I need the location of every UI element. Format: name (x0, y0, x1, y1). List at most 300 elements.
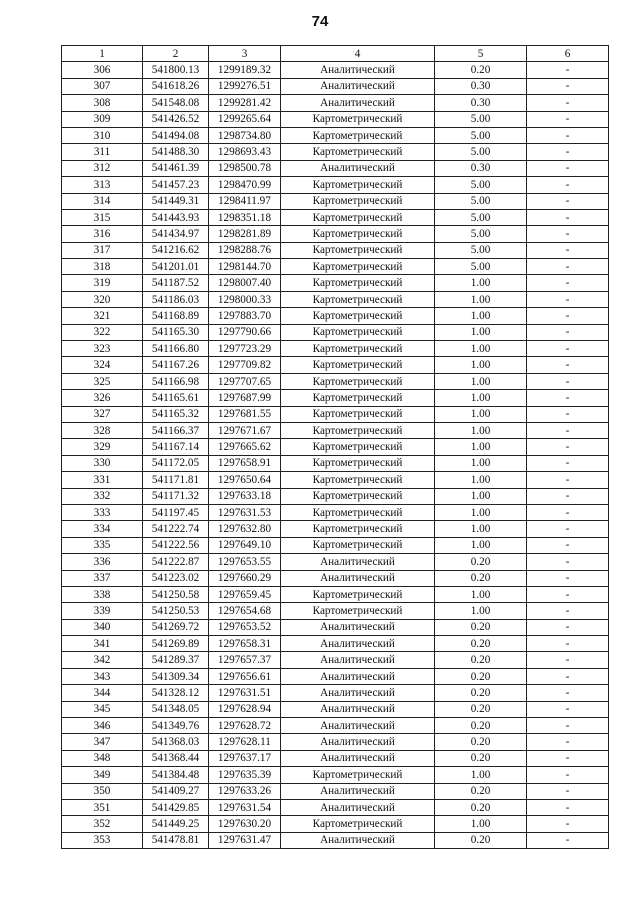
point-number-cell: 337 (62, 570, 143, 586)
point-number-cell: 323 (62, 341, 143, 357)
column-header-5: 5 (435, 46, 527, 62)
note-cell: - (527, 275, 609, 291)
method-cell: Картометрический (281, 144, 435, 160)
accuracy-cell: 0.20 (435, 62, 527, 78)
column-header-6: 6 (527, 46, 609, 62)
point-number-cell: 327 (62, 406, 143, 422)
table-row (62, 799, 609, 815)
table-row (62, 603, 609, 619)
accuracy-cell: 1.00 (435, 537, 527, 553)
accuracy-cell: 0.20 (435, 701, 527, 717)
x-coordinate-cell: 541167.14 (143, 439, 209, 455)
accuracy-cell: 0.20 (435, 832, 527, 848)
x-coordinate-cell: 541348.05 (143, 701, 209, 717)
table-row (62, 668, 609, 684)
y-coordinate-cell: 1297633.26 (209, 783, 281, 799)
table-row (62, 95, 609, 111)
x-coordinate-cell: 541618.26 (143, 78, 209, 94)
point-number-cell: 336 (62, 554, 143, 570)
y-coordinate-cell: 1297628.11 (209, 734, 281, 750)
y-coordinate-cell: 1297633.18 (209, 488, 281, 504)
point-number-cell: 346 (62, 718, 143, 734)
method-cell: Картометрический (281, 291, 435, 307)
note-cell: - (527, 357, 609, 373)
method-cell: Картометрический (281, 488, 435, 504)
table-row (62, 259, 609, 275)
table-row (62, 373, 609, 389)
accuracy-cell: 5.00 (435, 209, 527, 225)
note-cell: - (527, 783, 609, 799)
table-row (62, 734, 609, 750)
point-number-cell: 309 (62, 111, 143, 127)
accuracy-cell: 1.00 (435, 291, 527, 307)
point-number-cell: 340 (62, 619, 143, 635)
method-cell: Картометрический (281, 177, 435, 193)
point-number-cell: 328 (62, 422, 143, 438)
accuracy-cell: 1.00 (435, 455, 527, 471)
table-row (62, 636, 609, 652)
x-coordinate-cell: 541548.08 (143, 95, 209, 111)
y-coordinate-cell: 1298281.89 (209, 226, 281, 242)
point-number-cell: 319 (62, 275, 143, 291)
x-coordinate-cell: 541384.48 (143, 767, 209, 783)
x-coordinate-cell: 541197.45 (143, 504, 209, 520)
table-row (62, 537, 609, 553)
y-coordinate-cell: 1297654.68 (209, 603, 281, 619)
column-header-2: 2 (143, 46, 209, 62)
note-cell: - (527, 799, 609, 815)
point-number-cell: 313 (62, 177, 143, 193)
note-cell: - (527, 668, 609, 684)
method-cell: Картометрический (281, 193, 435, 209)
table-row (62, 652, 609, 668)
table-row (62, 127, 609, 143)
accuracy-cell: 5.00 (435, 193, 527, 209)
x-coordinate-cell: 541222.87 (143, 554, 209, 570)
note-cell: - (527, 472, 609, 488)
x-coordinate-cell: 541171.32 (143, 488, 209, 504)
accuracy-cell: 5.00 (435, 226, 527, 242)
accuracy-cell: 0.20 (435, 570, 527, 586)
accuracy-cell: 0.20 (435, 734, 527, 750)
y-coordinate-cell: 1297665.62 (209, 439, 281, 455)
note-cell: - (527, 455, 609, 471)
note-cell: - (527, 209, 609, 225)
method-cell: Картометрический (281, 603, 435, 619)
method-cell: Картометрический (281, 390, 435, 406)
point-number-cell: 329 (62, 439, 143, 455)
note-cell: - (527, 439, 609, 455)
x-coordinate-cell: 541166.98 (143, 373, 209, 389)
accuracy-cell: 0.20 (435, 783, 527, 799)
accuracy-cell: 1.00 (435, 603, 527, 619)
y-coordinate-cell: 1297660.29 (209, 570, 281, 586)
table-row (62, 193, 609, 209)
y-coordinate-cell: 1298000.33 (209, 291, 281, 307)
method-cell: Картометрический (281, 226, 435, 242)
point-number-cell: 335 (62, 537, 143, 553)
table-row (62, 586, 609, 602)
x-coordinate-cell: 541166.37 (143, 422, 209, 438)
table-row (62, 619, 609, 635)
table-row (62, 832, 609, 848)
y-coordinate-cell: 1297671.67 (209, 422, 281, 438)
x-coordinate-cell: 541222.74 (143, 521, 209, 537)
point-number-cell: 352 (62, 816, 143, 832)
method-cell: Аналитический (281, 160, 435, 176)
note-cell: - (527, 636, 609, 652)
x-coordinate-cell: 541328.12 (143, 685, 209, 701)
y-coordinate-cell: 1297790.66 (209, 324, 281, 340)
table-row (62, 750, 609, 766)
page-number: 74 (311, 13, 329, 30)
column-header-3: 3 (209, 46, 281, 62)
point-number-cell: 341 (62, 636, 143, 652)
note-cell: - (527, 160, 609, 176)
method-cell: Аналитический (281, 750, 435, 766)
point-number-cell: 306 (62, 62, 143, 78)
x-coordinate-cell: 541172.05 (143, 455, 209, 471)
accuracy-cell: 0.20 (435, 718, 527, 734)
method-cell: Картометрический (281, 242, 435, 258)
x-coordinate-cell: 541167.26 (143, 357, 209, 373)
note-cell: - (527, 177, 609, 193)
table-row (62, 816, 609, 832)
point-number-cell: 322 (62, 324, 143, 340)
y-coordinate-cell: 1298500.78 (209, 160, 281, 176)
method-cell: Аналитический (281, 636, 435, 652)
x-coordinate-cell: 541223.02 (143, 570, 209, 586)
table-row (62, 242, 609, 258)
note-cell: - (527, 406, 609, 422)
method-cell: Картометрический (281, 308, 435, 324)
note-cell: - (527, 685, 609, 701)
table-row (62, 226, 609, 242)
y-coordinate-cell: 1297656.61 (209, 668, 281, 684)
y-coordinate-cell: 1298470.99 (209, 177, 281, 193)
x-coordinate-cell: 541449.25 (143, 816, 209, 832)
note-cell: - (527, 488, 609, 504)
note-cell: - (527, 504, 609, 520)
accuracy-cell: 1.00 (435, 816, 527, 832)
accuracy-cell: 0.30 (435, 95, 527, 111)
method-cell: Аналитический (281, 570, 435, 586)
x-coordinate-cell: 541429.85 (143, 799, 209, 815)
accuracy-cell: 1.00 (435, 390, 527, 406)
table-row (62, 390, 609, 406)
note-cell: - (527, 570, 609, 586)
method-cell: Аналитический (281, 734, 435, 750)
method-cell: Аналитический (281, 95, 435, 111)
point-number-cell: 351 (62, 799, 143, 815)
table-row (62, 78, 609, 94)
point-number-cell: 326 (62, 390, 143, 406)
note-cell: - (527, 373, 609, 389)
method-cell: Аналитический (281, 554, 435, 570)
note-cell: - (527, 226, 609, 242)
point-number-cell: 347 (62, 734, 143, 750)
method-cell: Картометрический (281, 455, 435, 471)
y-coordinate-cell: 1297650.64 (209, 472, 281, 488)
note-cell: - (527, 816, 609, 832)
note-cell: - (527, 127, 609, 143)
method-cell: Картометрический (281, 275, 435, 291)
table-row (62, 472, 609, 488)
y-coordinate-cell: 1298144.70 (209, 259, 281, 275)
table-row (62, 209, 609, 225)
x-coordinate-cell: 541800.13 (143, 62, 209, 78)
y-coordinate-cell: 1298411.97 (209, 193, 281, 209)
method-cell: Аналитический (281, 799, 435, 815)
accuracy-cell: 0.20 (435, 652, 527, 668)
point-number-cell: 345 (62, 701, 143, 717)
accuracy-cell: 1.00 (435, 767, 527, 783)
method-cell: Картометрический (281, 127, 435, 143)
point-number-cell: 310 (62, 127, 143, 143)
method-cell: Картометрический (281, 586, 435, 602)
method-cell: Аналитический (281, 701, 435, 717)
table-row (62, 455, 609, 471)
y-coordinate-cell: 1298351.18 (209, 209, 281, 225)
point-number-cell: 348 (62, 750, 143, 766)
method-cell: Картометрический (281, 341, 435, 357)
note-cell: - (527, 308, 609, 324)
point-number-cell: 312 (62, 160, 143, 176)
x-coordinate-cell: 541168.89 (143, 308, 209, 324)
note-cell: - (527, 521, 609, 537)
accuracy-cell: 0.20 (435, 554, 527, 570)
accuracy-cell: 5.00 (435, 144, 527, 160)
point-number-cell: 315 (62, 209, 143, 225)
point-number-cell: 334 (62, 521, 143, 537)
x-coordinate-cell: 541457.23 (143, 177, 209, 193)
point-number-cell: 343 (62, 668, 143, 684)
note-cell: - (527, 718, 609, 734)
method-cell: Аналитический (281, 685, 435, 701)
y-coordinate-cell: 1297681.55 (209, 406, 281, 422)
y-coordinate-cell: 1297631.54 (209, 799, 281, 815)
table-row (62, 718, 609, 734)
accuracy-cell: 1.00 (435, 586, 527, 602)
point-number-cell: 339 (62, 603, 143, 619)
accuracy-cell: 1.00 (435, 406, 527, 422)
table-header (62, 46, 609, 62)
note-cell: - (527, 537, 609, 553)
point-number-cell: 332 (62, 488, 143, 504)
accuracy-cell: 0.20 (435, 685, 527, 701)
accuracy-cell: 0.20 (435, 619, 527, 635)
point-number-cell: 314 (62, 193, 143, 209)
point-number-cell: 325 (62, 373, 143, 389)
accuracy-cell: 0.20 (435, 668, 527, 684)
table-row (62, 177, 609, 193)
x-coordinate-cell: 541165.30 (143, 324, 209, 340)
table-row (62, 341, 609, 357)
point-number-cell: 317 (62, 242, 143, 258)
x-coordinate-cell: 541166.80 (143, 341, 209, 357)
y-coordinate-cell: 1297632.80 (209, 521, 281, 537)
x-coordinate-cell: 541461.39 (143, 160, 209, 176)
accuracy-cell: 0.20 (435, 636, 527, 652)
table-row (62, 504, 609, 520)
accuracy-cell: 1.00 (435, 504, 527, 520)
header-row (62, 46, 609, 62)
note-cell: - (527, 242, 609, 258)
y-coordinate-cell: 1297631.47 (209, 832, 281, 848)
x-coordinate-cell: 541201.01 (143, 259, 209, 275)
x-coordinate-cell: 541186.03 (143, 291, 209, 307)
x-coordinate-cell: 541250.53 (143, 603, 209, 619)
note-cell: - (527, 750, 609, 766)
method-cell: Картометрический (281, 816, 435, 832)
y-coordinate-cell: 1297653.52 (209, 619, 281, 635)
note-cell: - (527, 95, 609, 111)
accuracy-cell: 1.00 (435, 472, 527, 488)
y-coordinate-cell: 1299281.42 (209, 95, 281, 111)
accuracy-cell: 0.20 (435, 799, 527, 815)
y-coordinate-cell: 1297707.65 (209, 373, 281, 389)
accuracy-cell: 0.30 (435, 160, 527, 176)
y-coordinate-cell: 1299276.51 (209, 78, 281, 94)
x-coordinate-cell: 541269.72 (143, 619, 209, 635)
method-cell: Картометрический (281, 767, 435, 783)
x-coordinate-cell: 541165.61 (143, 390, 209, 406)
table-row (62, 570, 609, 586)
table-row (62, 308, 609, 324)
y-coordinate-cell: 1297635.39 (209, 767, 281, 783)
y-coordinate-cell: 1297723.29 (209, 341, 281, 357)
note-cell: - (527, 603, 609, 619)
point-number-cell: 307 (62, 78, 143, 94)
accuracy-cell: 5.00 (435, 177, 527, 193)
x-coordinate-cell: 541434.97 (143, 226, 209, 242)
table-row (62, 767, 609, 783)
x-coordinate-cell: 541409.27 (143, 783, 209, 799)
point-number-cell: 318 (62, 259, 143, 275)
table-row (62, 685, 609, 701)
accuracy-cell: 1.00 (435, 275, 527, 291)
x-coordinate-cell: 541368.03 (143, 734, 209, 750)
x-coordinate-cell: 541171.81 (143, 472, 209, 488)
method-cell: Картометрический (281, 111, 435, 127)
y-coordinate-cell: 1298288.76 (209, 242, 281, 258)
table-row (62, 291, 609, 307)
x-coordinate-cell: 541309.34 (143, 668, 209, 684)
note-cell: - (527, 111, 609, 127)
note-cell: - (527, 341, 609, 357)
note-cell: - (527, 701, 609, 717)
x-coordinate-cell: 541250.58 (143, 586, 209, 602)
point-number-cell: 311 (62, 144, 143, 160)
y-coordinate-cell: 1297658.31 (209, 636, 281, 652)
method-cell: Картометрический (281, 472, 435, 488)
y-coordinate-cell: 1297653.55 (209, 554, 281, 570)
note-cell: - (527, 259, 609, 275)
table-row (62, 62, 609, 78)
method-cell: Картометрический (281, 209, 435, 225)
x-coordinate-cell: 541488.30 (143, 144, 209, 160)
point-number-cell: 342 (62, 652, 143, 668)
x-coordinate-cell: 541349.76 (143, 718, 209, 734)
method-cell: Аналитический (281, 652, 435, 668)
note-cell: - (527, 734, 609, 750)
table-row (62, 275, 609, 291)
point-number-cell: 316 (62, 226, 143, 242)
method-cell: Картометрический (281, 504, 435, 520)
point-number-cell: 333 (62, 504, 143, 520)
accuracy-cell: 0.20 (435, 750, 527, 766)
y-coordinate-cell: 1299265.64 (209, 111, 281, 127)
method-cell: Картометрический (281, 521, 435, 537)
table-row (62, 488, 609, 504)
x-coordinate-cell: 541289.37 (143, 652, 209, 668)
note-cell: - (527, 193, 609, 209)
table-row (62, 406, 609, 422)
accuracy-cell: 5.00 (435, 259, 527, 275)
note-cell: - (527, 554, 609, 570)
method-cell: Картометрический (281, 324, 435, 340)
note-cell: - (527, 324, 609, 340)
point-number-cell: 344 (62, 685, 143, 701)
y-coordinate-cell: 1297649.10 (209, 537, 281, 553)
method-cell: Аналитический (281, 668, 435, 684)
coordinates-table (61, 45, 609, 849)
accuracy-cell: 1.00 (435, 324, 527, 340)
y-coordinate-cell: 1297657.37 (209, 652, 281, 668)
point-number-cell: 324 (62, 357, 143, 373)
table-row (62, 357, 609, 373)
x-coordinate-cell: 541187.52 (143, 275, 209, 291)
x-coordinate-cell: 541216.62 (143, 242, 209, 258)
accuracy-cell: 5.00 (435, 242, 527, 258)
accuracy-cell: 0.30 (435, 78, 527, 94)
y-coordinate-cell: 1297659.45 (209, 586, 281, 602)
y-coordinate-cell: 1297628.94 (209, 701, 281, 717)
x-coordinate-cell: 541269.89 (143, 636, 209, 652)
method-cell: Картометрический (281, 373, 435, 389)
accuracy-cell: 1.00 (435, 373, 527, 389)
accuracy-cell: 1.00 (435, 439, 527, 455)
method-cell: Картометрический (281, 406, 435, 422)
note-cell: - (527, 586, 609, 602)
y-coordinate-cell: 1297883.70 (209, 308, 281, 324)
x-coordinate-cell: 541368.44 (143, 750, 209, 766)
method-cell: Картометрический (281, 537, 435, 553)
method-cell: Картометрический (281, 259, 435, 275)
accuracy-cell: 1.00 (435, 341, 527, 357)
note-cell: - (527, 291, 609, 307)
note-cell: - (527, 78, 609, 94)
point-number-cell: 338 (62, 586, 143, 602)
point-number-cell: 330 (62, 455, 143, 471)
y-coordinate-cell: 1299189.32 (209, 62, 281, 78)
point-number-cell: 321 (62, 308, 143, 324)
note-cell: - (527, 767, 609, 783)
accuracy-cell: 1.00 (435, 308, 527, 324)
table-row (62, 439, 609, 455)
column-header-4: 4 (281, 46, 435, 62)
y-coordinate-cell: 1298734.80 (209, 127, 281, 143)
x-coordinate-cell: 541165.32 (143, 406, 209, 422)
y-coordinate-cell: 1297687.99 (209, 390, 281, 406)
table-row (62, 111, 609, 127)
method-cell: Аналитический (281, 619, 435, 635)
y-coordinate-cell: 1297709.82 (209, 357, 281, 373)
table-row (62, 144, 609, 160)
accuracy-cell: 5.00 (435, 127, 527, 143)
x-coordinate-cell: 541449.31 (143, 193, 209, 209)
accuracy-cell: 1.00 (435, 521, 527, 537)
